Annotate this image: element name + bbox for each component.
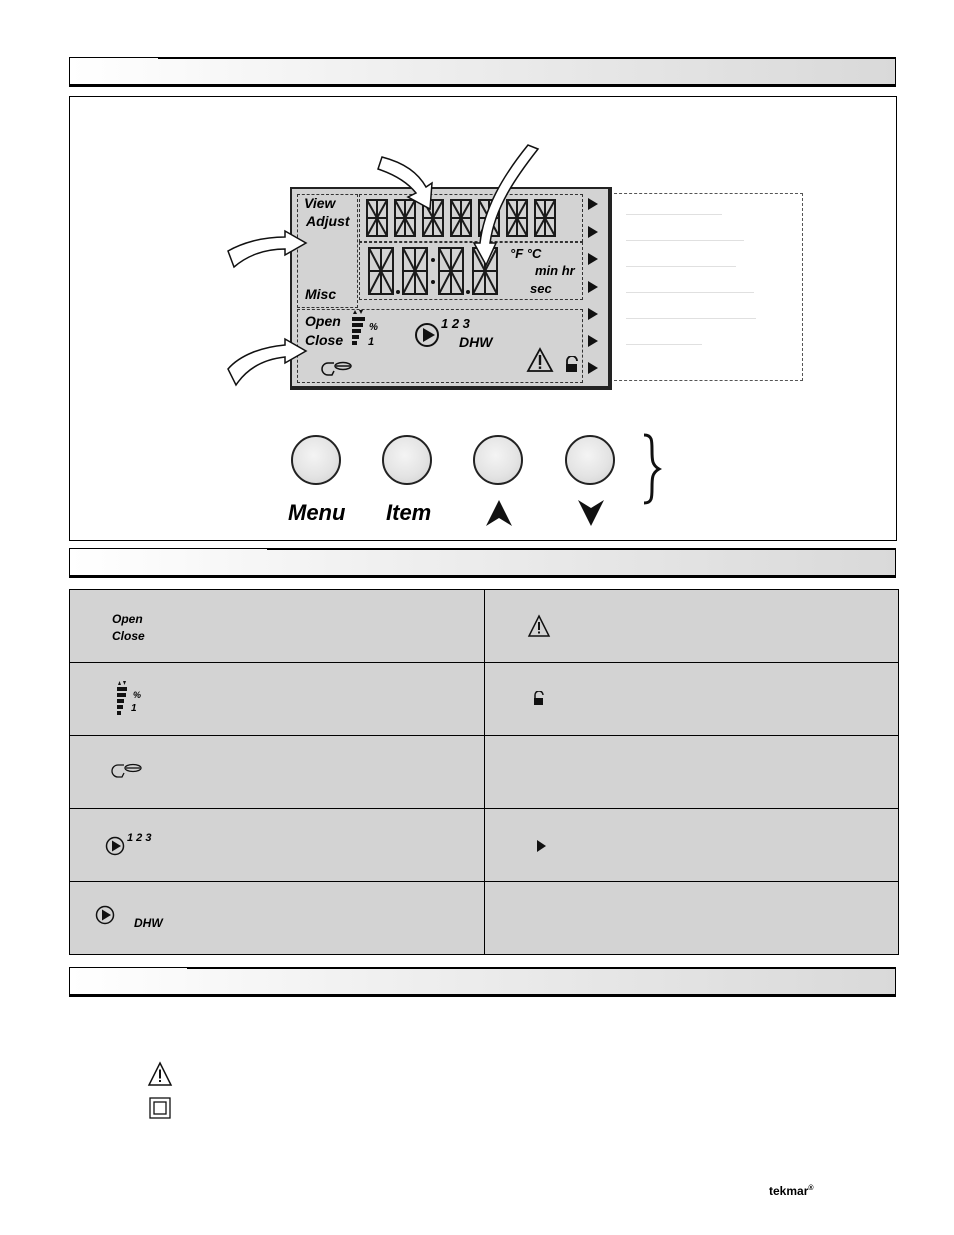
legend-dhw-label: DHW [134,916,163,930]
legend-one-label: 1 [131,703,137,714]
item-button-label: Item [386,500,432,525]
item-button[interactable] [382,435,432,485]
legend-pump-numbers-label: 1 2 3 [127,832,152,844]
burner-icon [110,762,146,780]
pointer-arrow-icon [536,839,548,853]
down-arrow-icon [576,498,606,528]
unlock-icon [531,691,547,707]
lcd-label-open: Open [305,313,341,329]
legend-cell-pointer [485,809,899,882]
section-header-definitions [69,967,896,997]
pump-icon [105,836,125,856]
table-row [70,736,899,809]
up-button[interactable] [473,435,523,485]
section-header-rule [267,548,896,550]
legend-cell-empty [485,882,899,955]
legend-cell-open-close [70,590,485,663]
legend-cell-dhw [70,882,485,955]
section-header-symbols [69,548,896,578]
pump-icon [95,905,115,925]
lcd-label-one: 1 [368,336,375,348]
section-header-rule [187,967,896,969]
up-arrow-icon [484,498,514,528]
legend-cell-empty [485,736,899,809]
legend-percent-label: % [133,690,142,700]
warning-icon [147,1061,173,1087]
menu-button[interactable] [291,435,341,485]
lcd-label-sec: sec [530,281,552,296]
lcd-label-dhw: DHW [459,334,493,350]
table-row [70,590,899,663]
lcd-label-misc: Misc [305,286,337,302]
legend-cell-pump-numbers [70,809,485,882]
lcd-label-min-hr: min hr [535,263,575,278]
brand-logo [769,1184,814,1198]
lcd-label-units: °F °C [510,246,542,261]
legend-cell-burner-level [70,663,485,736]
table-row [70,809,899,882]
display-figure [69,96,897,541]
warning-icon [527,614,551,638]
down-button[interactable] [565,435,615,485]
menu-button-label: Menu [288,500,346,525]
lcd-label-adjust: Adjust [306,213,350,229]
brand-name: tekmar [769,1184,809,1198]
legend-cell-warning [485,590,899,663]
legend-open-label: Open [112,612,143,626]
lcd-label-close: Close [305,332,344,348]
brace-icon [638,432,662,506]
brand-mark: ® [808,1185,814,1192]
burner-level-icon [116,681,130,715]
table-row [70,882,899,955]
section-header-rule [158,57,896,59]
section-header-display [69,57,896,87]
lcd-label-pump-numbers: 1 2 3 [441,316,470,331]
double-insulation-icon [149,1097,171,1119]
legend-close-label: Close [112,629,145,643]
table-row [70,663,899,736]
symbol-legend-table [69,589,899,955]
legend-cell-unlock [485,663,899,736]
lcd-label-view: View [304,195,336,211]
legend-cell-burner [70,736,485,809]
lcd-label-percent: % [369,322,378,333]
